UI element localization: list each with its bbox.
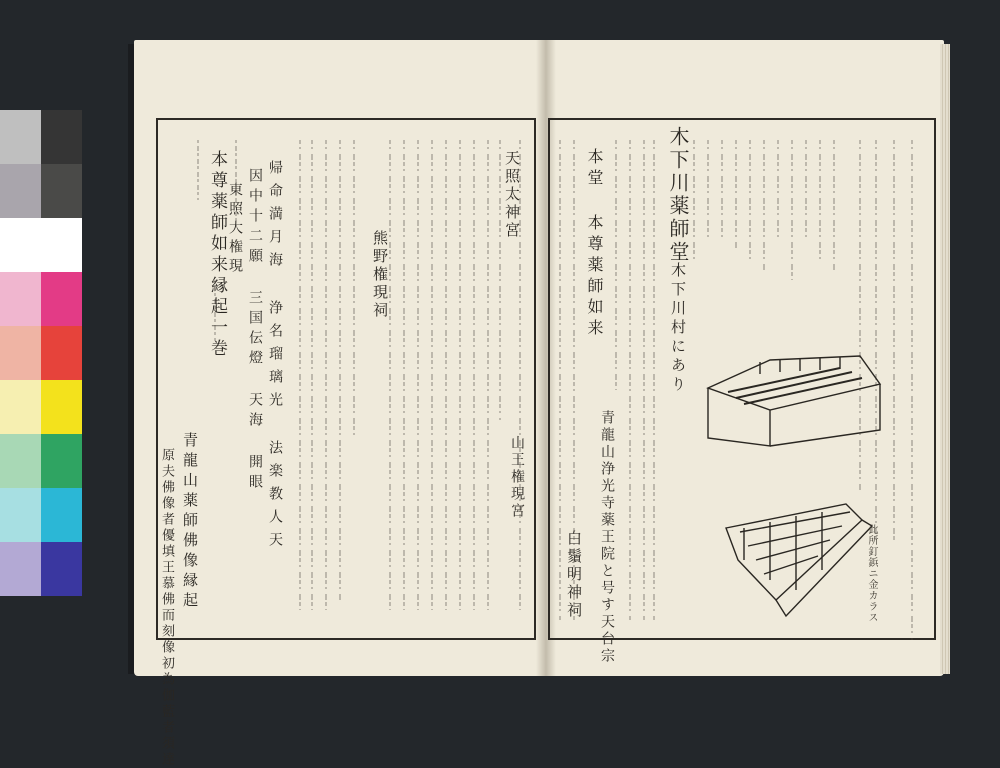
shrine-title: 白鬚明神祠 xyxy=(565,530,583,620)
box-diagram xyxy=(708,356,880,446)
village-note: 木下川村にあり xyxy=(669,262,687,395)
kai-verse: 因中十二願 三国伝燈 天海 開眼 xyxy=(247,168,263,494)
amaterasu-title: 天照太神宮 xyxy=(503,150,521,240)
sanno-title: 山王権現宮 xyxy=(509,435,525,520)
engi-title: 本尊薬師如来縁起一巻 xyxy=(207,150,227,360)
final-column-2: 原夫佛像者優填王慕佛而刻像初為伽藍者須達 xyxy=(159,448,174,768)
statue-verse: 帰命満月海 浄名瑠璃光 法楽教人天 xyxy=(267,160,283,555)
temple-title: 木下川薬師堂 xyxy=(666,126,690,264)
gongen-title: 熊野権現祠 xyxy=(371,230,389,320)
temple-name: 青龍山浄光寺薬王院と号す天台宗 xyxy=(599,410,615,665)
honzon-title: 本堂 本尊薬師如来 xyxy=(585,148,604,340)
final-column-1: 青龍山薬師佛像縁起 xyxy=(181,432,199,612)
toshogu-title: 東照大権現 xyxy=(227,182,243,277)
figure-label: 此所釘鋲ニ金カラス xyxy=(866,524,877,623)
rack-diagram xyxy=(726,504,872,616)
